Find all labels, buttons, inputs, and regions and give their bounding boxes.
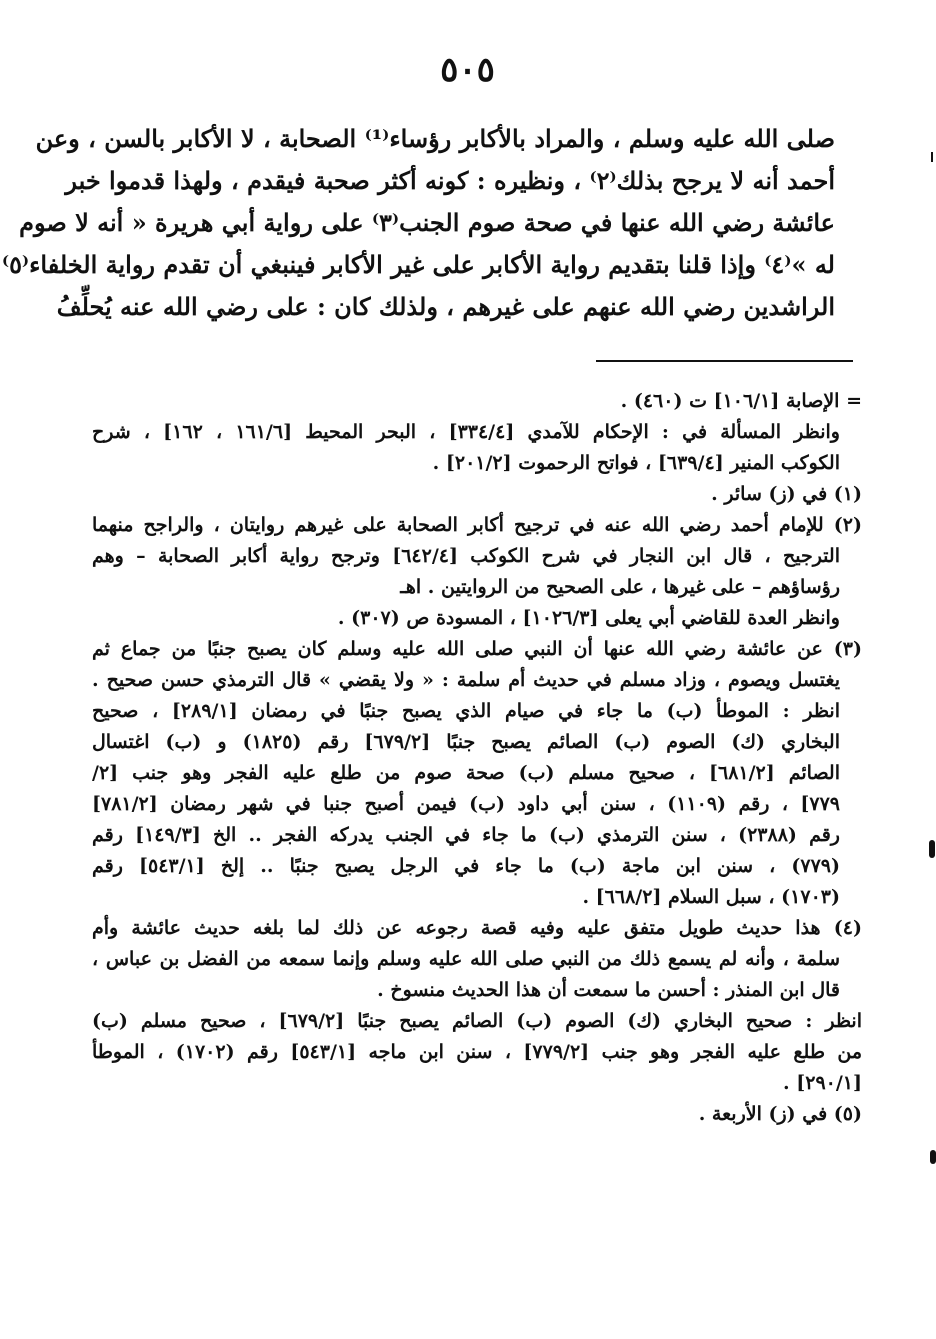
footnote-line: رقم (٢٣٨٨) ، سنن الترمذي (ب) ما جاء في الجنب يدركه الفجر .. الخ [١٤٩/٣] رقم xyxy=(92,824,840,846)
footnote-line: (٣) عن عائشة رضي الله عنها أن النبي صلى الله عليه وسلم كان يصبح جنبًا من جماع ثم xyxy=(92,638,863,660)
footnote-line: ٧٧٩] ، رقم (١١٠٩) ، سنن أبي داود (ب) فيمن أصبح جنبا في شهر رمضان [٧٨١/٢] xyxy=(92,793,840,815)
footnote-line: (١) في (ز) سائر . xyxy=(711,483,862,505)
scan-edge-mark xyxy=(929,840,935,858)
footnote-line: انظر : صحيح البخاري (ك) الصوم (ب) الصائم يصبح جنبًا [٦٧٩/٢] ، صحيح مسلم (ب) xyxy=(92,1010,862,1032)
footnote-line: البخاري (ك) الصوم (ب) الصائم يصبح جنبًا [٦٧٩/٢] رقم (١٨٢٥) و (ب) اغتسال xyxy=(92,731,840,753)
footnote-line: وانظر العدة للقاضي أبي يعلى [١٠٢٦/٣] ، المسودة ص (٣٠٧) . xyxy=(337,607,840,629)
main-text-line: الراشدين رضي الله عنهم على غيرهم ، ولذلك كان : على رضي الله عنه يُحلِّفُ xyxy=(56,292,835,321)
footnote-line: انظر : الموطأ (ب) ما جاء في صيام الذي يصبح جنبًا في رمضان [٢٨٩/١] ، صحيح xyxy=(92,700,840,722)
footnote-line: وانظر المسألة في : الإحكام للآمدي [٣٣٤/٤] ، البحر المحيط [١٦١/٦ ، ١٦٢] ، شرح xyxy=(92,421,840,443)
main-text-body xyxy=(1,118,835,328)
footnote-line: رؤساؤهم – على غيرها ، على الصحيح من الروايتين . اهـ xyxy=(400,576,840,598)
scan-edge-mark xyxy=(931,152,933,162)
main-text-line: له »⁽٤⁾ وإذا قلنا بتقديم رواية الأكابر على غير الأكابر فينبغي أن تقدم رواية الخلفاء⁽٥⁾ xyxy=(1,250,835,279)
footnote-line: سلمة ، وأنه لم يسمع ذلك من النبي صلى الله عليه وسلم وإنما سمعه من الفضل بن عباس ، xyxy=(92,948,840,970)
footnote-line: (٥) في (ز) الأربعة . xyxy=(698,1103,862,1125)
footnote-line: الكوكب المنير [٦٣٩/٤] ، فواتح الرحموت [٢٠١/٢] . xyxy=(432,452,840,474)
footnotes-section xyxy=(92,386,862,1130)
main-text-line: صلى الله عليه وسلم ، والمراد بالأكابر رؤساء⁽¹⁾ الصحابة ، لا الأكابر بالسن ، وعن xyxy=(35,124,835,153)
main-text-line: أحمد أنه لا يرجح بذلك⁽٢⁾ ، ونظيره : كونه أكثر صحبة فيقدم ، ولهذا قدموا خبر xyxy=(65,166,835,195)
footnote-line: الصائم [٦٨١/٢] ، صحيح مسلم (ب) صحة صوم من طلع عليه الفجر وهو جنب [٢/ xyxy=(92,762,840,784)
page-number: ٥٠٥ xyxy=(440,50,495,90)
footnote-line: يغتسل ويصوم ، وزاد مسلم في حديث أم سلمة : « ولا يقضي » قال الترمذي حسن صحيح . xyxy=(92,669,840,691)
footnote-line: قال ابن المنذر : أحسن ما سمعت أن هذا الحديث منسوخ . xyxy=(377,979,840,1001)
scan-edge-mark xyxy=(930,1150,936,1164)
footnote-line: (٢) للإمام أحمد رضي الله عنه في ترجيح أكابر الصحابة على غيرهم روايتان ، والراجح منهما xyxy=(92,514,862,536)
main-text-line: عائشة رضي الله عنها في صحة صوم الجنب⁽٣⁾ على رواية أبي هريرة « أنه لا صوم xyxy=(19,208,835,237)
footnote-line: من طلع عليه الفجر وهو جنب [٧٧٩/٢] ، سنن ابن ماجه [٥٤٣/١] رقم (١٧٠٢) ، الموطأ xyxy=(92,1041,863,1063)
footnote-line: (١٧٠٣) ، سبل السلام [٦٦٨/٢] . xyxy=(582,886,840,908)
footnote-line: الترجيح ، قال ابن النجار في شرح الكوكب [٦٤٢/٤] وترجح رواية أكابر الصحابة – وهم xyxy=(92,545,840,567)
footnote-line: (٤) هذا حديث طويل متفق عليه وفيه قصة رجوعه عن ذلك لما بلغه حديث عائشة وأم xyxy=(92,917,862,939)
footnote-line: [٢٩٠/١] . xyxy=(783,1072,862,1094)
footnote-line: (٧٧٩) ، سنن ابن ماجة (ب) ما جاء في الرجل يصبح جنبًا .. إلخ [٥٤٣/١] رقم xyxy=(92,855,840,877)
footnote-separator xyxy=(596,360,853,362)
footnote-line: = الإصابة [١٠٦/١] ت (٤٦٠) . xyxy=(620,390,862,412)
